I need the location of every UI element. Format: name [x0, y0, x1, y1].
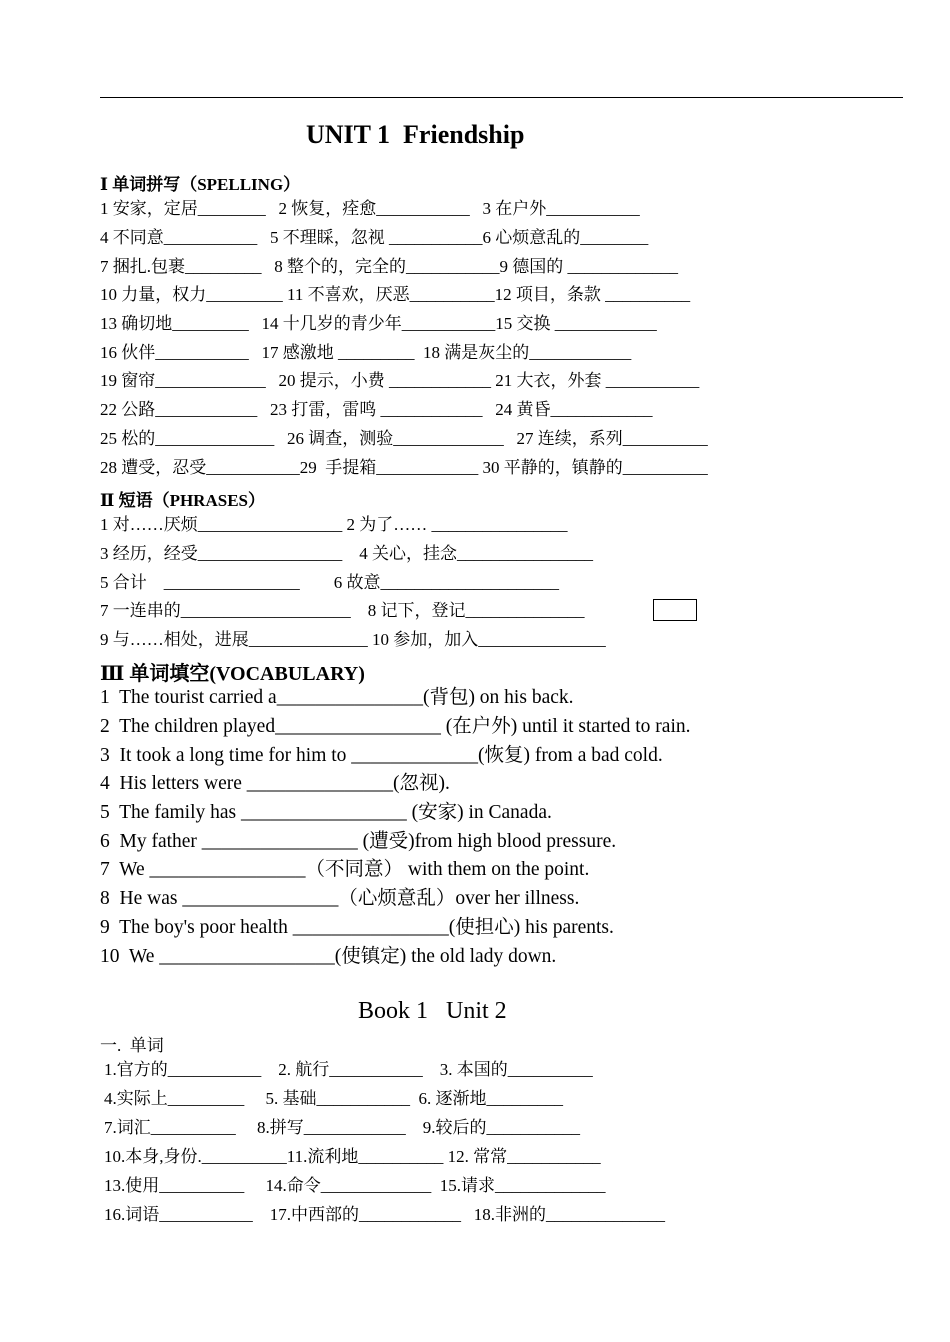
spelling-line: 7 捆扎.包裹_________ 8 整个的，完全的___________9 德国的 _____________: [100, 257, 678, 276]
phrases-line: 5 合计 ________________ 6 故意_____________________: [100, 573, 559, 592]
vocabulary-line: 6 My father ________________ (遭受)from high blood pressure.: [100, 831, 617, 852]
vocabulary-line: 9 The boy's poor health ________________(使担心) his parents.: [100, 917, 614, 938]
book2-line: 7.词汇__________ 8.拼写____________ 9.较后的___________: [104, 1118, 580, 1137]
vocabulary-line: 10 We __________________(使镇定) the old lady down.: [100, 946, 557, 967]
page-title: UNIT 1 Friendship: [306, 120, 525, 149]
book2-line: 10.本身,身份.__________11.流利地__________ 12. 常常___________: [104, 1147, 601, 1166]
spelling-line: 4 不同意___________ 5 不理睬，忽视 ___________6 心烦意乱的________: [100, 228, 649, 247]
vocabulary-line: 2 The children played_________________ (在户外) until it started to rain.: [100, 716, 691, 737]
section-spelling-heading: Ⅰ 单词拼写（SPELLING）: [100, 175, 301, 194]
book2-subheading: 一. 单词: [100, 1036, 164, 1055]
book2-title: Book 1 Unit 2: [358, 998, 507, 1024]
phrases-line: 3 经历，经受_________________ 4 关心，挂念________________: [100, 544, 593, 563]
vocabulary-line: 7 We ________________（不同意） with them on the point.: [100, 859, 590, 880]
book2-line: 1.官方的___________ 2. 航行___________ 3. 本国的__________: [104, 1060, 593, 1079]
spelling-line: 28 遭受，忍受___________29 手提箱____________ 30 平静的，镇静的__________: [100, 458, 708, 477]
spelling-line: 13 确切地_________ 14 十几岁的青少年___________15 交换 ____________: [100, 314, 657, 333]
phrases-line: 9 与……相处，进展______________ 10 参加，加入_______________: [100, 630, 606, 649]
vocabulary-line: 3 It took a long time for him to _____________(恢复) from a bad cold.: [100, 745, 663, 766]
phrases-line: 7 一连串的____________________ 8 记下，登记______________: [100, 601, 585, 620]
book2-line: 16.词语___________ 17.中西部的____________ 18.非洲的______________: [104, 1205, 665, 1224]
vocabulary-line: 8 He was ________________（心烦意乱）over her illness.: [100, 888, 580, 909]
spelling-line: 19 窗帘_____________ 20 提示，小费 ____________ 21 大衣，外套 ___________: [100, 371, 700, 390]
section-phrases-heading: Ⅱ 短语（PHRASES）: [100, 491, 265, 510]
spelling-line: 1 安家，定居________ 2 恢复，痊愈___________ 3 在户外___________: [100, 199, 640, 218]
phrases-line: 1 对……厌烦_________________ 2 为了…… ________________: [100, 515, 568, 534]
spelling-line: 25 松的______________ 26 调查，测验_____________ 27 连续，系列__________: [100, 429, 708, 448]
top-rule: [100, 97, 903, 98]
spelling-line: 22 公路____________ 23 打雷，雷鸣 ____________ 24 黄昏____________: [100, 400, 653, 419]
vocabulary-line: 5 The family has _________________ (安家) in Canada.: [100, 802, 552, 823]
spelling-line: 16 伙伴___________ 17 感激地 _________ 18 满是灰尘的____________: [100, 343, 632, 362]
book2-line: 13.使用__________ 14.命令_____________ 15.请求_____________: [104, 1176, 606, 1195]
book2-line: 4.实际上_________ 5. 基础___________ 6. 逐渐地_________: [104, 1089, 563, 1108]
vocabulary-line: 1 The tourist carried a_______________(背包) on his back.: [100, 687, 574, 708]
vocabulary-line: 4 His letters were _______________(忽视).: [100, 773, 450, 794]
spelling-line: 10 力量，权力_________ 11 不喜欢，厌恶__________12 项目，条款 __________: [100, 285, 691, 304]
answer-box: [653, 599, 697, 621]
section-vocabulary-heading: Ⅲ 单词填空(VOCABULARY): [100, 663, 365, 685]
